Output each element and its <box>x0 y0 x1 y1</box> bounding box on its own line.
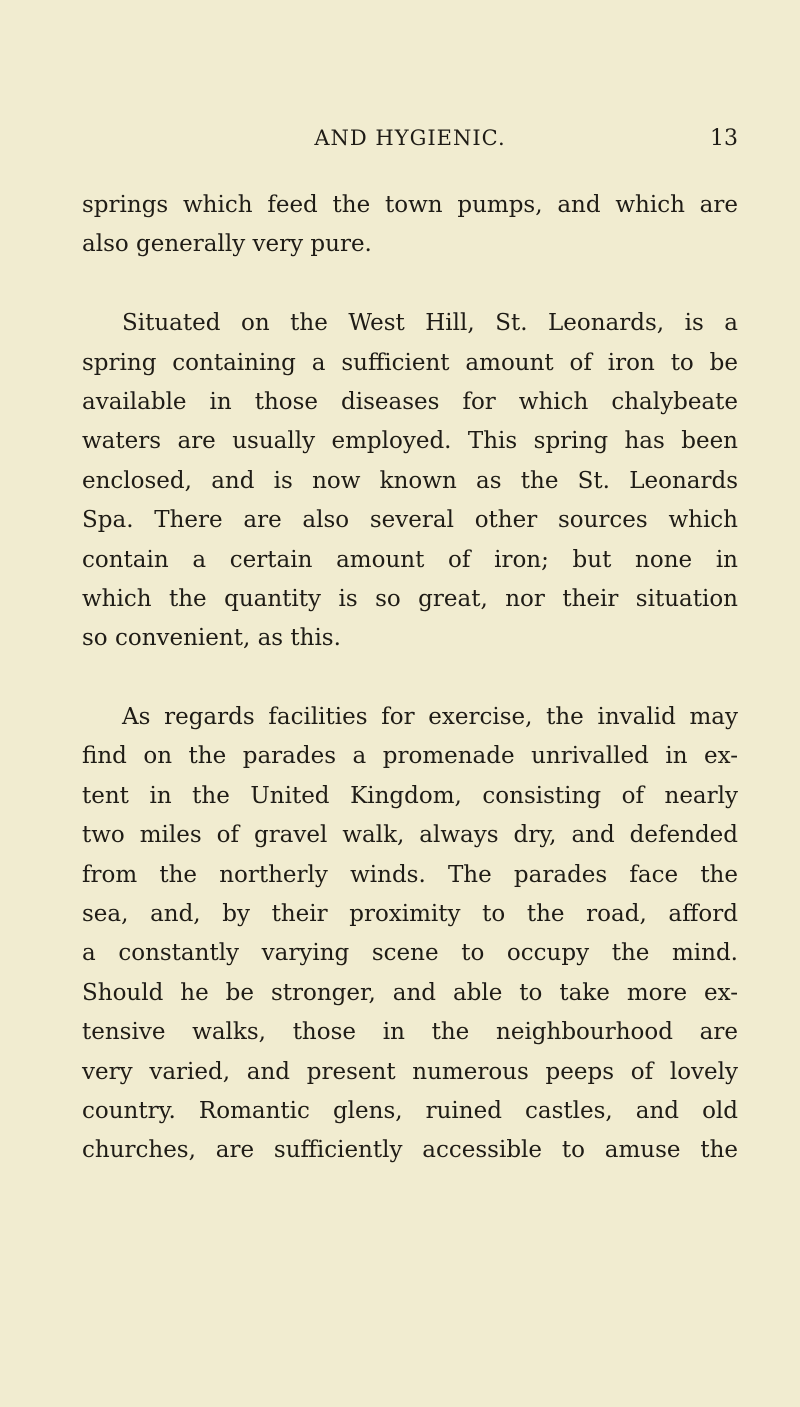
text-line: contain a certain amount of iron; but none in <box>82 546 738 573</box>
paragraph <box>82 698 738 1171</box>
text-line: which the quantity is so great, nor their situation <box>82 585 738 612</box>
text-line: tent in the United Kingdom, consisting of nearly <box>82 782 738 809</box>
text-line: from the northerly winds. The parades face the <box>82 861 738 888</box>
paragraph-gap <box>82 659 738 698</box>
text-line: country. Romantic glens, ruined castles, and old <box>82 1097 738 1124</box>
text-line: also generally very pure. <box>82 231 372 258</box>
page-number: 13 <box>710 126 738 151</box>
text-line: very varied, and present numerous peeps of lovely <box>82 1058 738 1085</box>
running-head <box>82 122 738 158</box>
text-line: two miles of gravel walk, always dry, and defended <box>82 822 738 849</box>
running-title: AND HYGIENIC. <box>314 126 506 150</box>
body-text <box>82 186 738 1171</box>
text-line: churches, are sufficiently accessible to amuse the <box>82 1137 738 1164</box>
paragraph <box>82 304 738 659</box>
paragraph-gap <box>82 265 738 304</box>
text-line: Situated on the West Hill, St. Leonards, is a <box>122 310 738 337</box>
text-line: springs which feed the town pumps, and which are <box>82 192 738 218</box>
text-line: spring containing a sufficient amount of iron to be <box>82 349 738 376</box>
text-line: a constantly varying scene to occupy the mind. <box>82 940 738 967</box>
text-line: As regards facilities for exercise, the invalid may <box>122 704 738 731</box>
text-line: waters are usually employed. This spring has been <box>82 428 738 455</box>
paragraph <box>82 186 738 265</box>
text-line: find on the parades a promenade unrivalled in ex- <box>82 743 738 770</box>
text-line: Spa. There are also several other sources which <box>82 507 738 534</box>
text-line: so convenient, as this. <box>82 625 341 652</box>
text-line: tensive walks, those in the neighbourhood are <box>82 1019 738 1046</box>
text-line: Should he be stronger, and able to take more ex- <box>82 979 738 1006</box>
text-line: sea, and, by their proximity to the road, afford <box>82 901 738 928</box>
text-line: available in those diseases for which chalybeate <box>82 388 738 415</box>
text-line: enclosed, and is now known as the St. Leonards <box>82 467 738 494</box>
